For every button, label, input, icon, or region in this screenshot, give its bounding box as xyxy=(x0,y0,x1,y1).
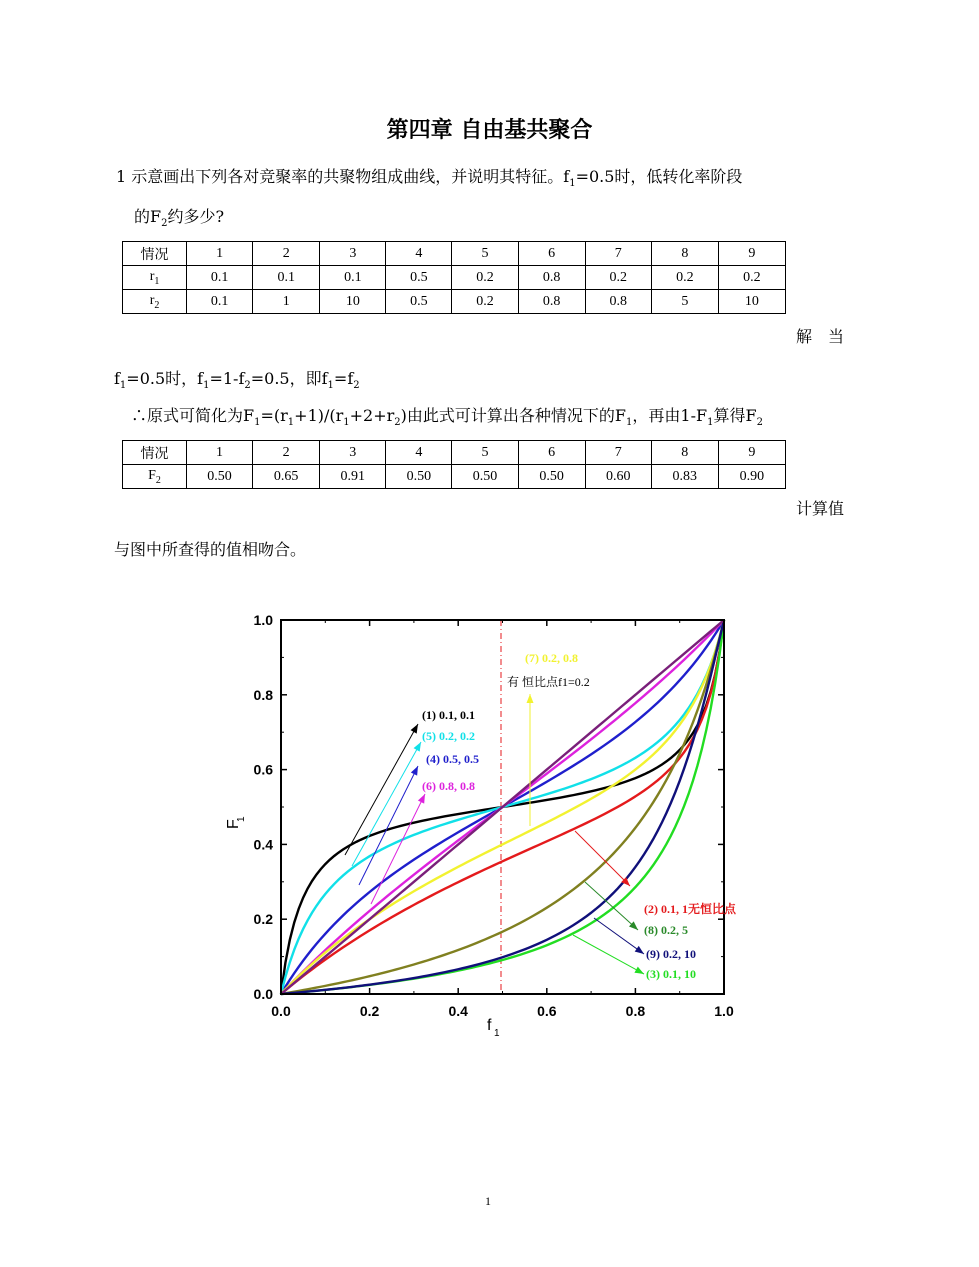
table-cell: 10 xyxy=(718,290,785,314)
annotation-label7: (7) 0.2, 0.8 xyxy=(525,651,578,665)
row-label: 情况 xyxy=(123,441,187,465)
table-cell: 6 xyxy=(518,441,585,465)
answer-line-f: $f_1=0.5$时，$f_1=1-f_2=0.5$，即$f_1=f_2$ xyxy=(114,369,360,392)
table-cell: 0.8 xyxy=(585,290,651,314)
table-cell: 0.5 xyxy=(386,290,452,314)
table-cell: 7 xyxy=(585,242,651,266)
x-tick-label: 0.2 xyxy=(359,1003,380,1019)
y-tick-label: 0.4 xyxy=(253,836,273,853)
table-cell: 3 xyxy=(320,441,386,465)
annotation-arrow-head xyxy=(635,946,644,954)
x-tick-label: 0.4 xyxy=(448,1003,468,1019)
y-tick-label: 0.6 xyxy=(253,761,273,778)
annotation-label8: (8) 0.2, 5 xyxy=(644,923,688,937)
answer-conclusion: 与图中所查得的值相吻合。 xyxy=(114,540,307,559)
annotation-arrow-line xyxy=(573,935,644,974)
table-cell: 1 xyxy=(253,290,320,314)
annotation-arrow-head xyxy=(527,694,534,703)
table-cell: 4 xyxy=(386,242,452,266)
y-tick-label: 1.0 xyxy=(253,612,273,628)
annotation-arrow-head xyxy=(411,766,418,776)
table-cell: 0.50 xyxy=(452,465,518,489)
table-cell: 0.60 xyxy=(585,465,651,489)
f2-table xyxy=(122,440,786,489)
table-cell: 0.50 xyxy=(518,465,585,489)
annotation-arrow-head xyxy=(411,724,418,734)
y-tick-label: 0.0 xyxy=(253,986,273,1002)
table-cell: 0.5 xyxy=(386,266,452,290)
annotation-arrow-head xyxy=(634,967,644,974)
x-tick-label: 1.0 xyxy=(714,1003,734,1019)
table-cell: 1 xyxy=(187,242,253,266)
annotation-arrow-head xyxy=(414,742,421,752)
page-number: 1 xyxy=(485,1194,491,1208)
table-cell: 5 xyxy=(651,290,718,314)
table-cell: 3 xyxy=(320,242,386,266)
table-cell: 8 xyxy=(651,441,718,465)
table-cell: 9 xyxy=(718,242,785,266)
table-cell: 5 xyxy=(452,441,518,465)
table-cell: 7 xyxy=(585,441,651,465)
row-label: $r_1$ xyxy=(123,266,187,290)
annotation-label1: (1) 0.1, 0.1 xyxy=(422,708,475,722)
annotation-arrow-head xyxy=(418,794,425,804)
row-label: 情况 xyxy=(123,242,187,266)
table-row xyxy=(123,290,786,314)
table-row xyxy=(123,266,786,290)
table-cell: 0.8 xyxy=(518,266,585,290)
x-tick-label: 0.8 xyxy=(625,1003,646,1019)
annotation-arrow-line xyxy=(345,724,418,855)
table-cell: 0.2 xyxy=(452,266,518,290)
table-cell: 0.2 xyxy=(651,266,718,290)
y-tick-label: 0.8 xyxy=(253,686,273,703)
y-axis-label: F xyxy=(225,819,242,829)
table-row xyxy=(123,465,786,489)
chapter-title: 第四章 自由基共聚合 xyxy=(386,118,593,143)
annotation-label6: (6) 0.8, 0.8 xyxy=(422,779,475,793)
table-cell: 0.2 xyxy=(452,290,518,314)
table-row xyxy=(123,441,786,465)
copolymer-composition-chart xyxy=(210,600,770,1050)
y-tick-label: 0.2 xyxy=(253,911,273,928)
y-axis-label-sub: 1 xyxy=(236,816,247,822)
annotation-label9: (9) 0.2, 10 xyxy=(646,947,696,961)
table-cell: 0.1 xyxy=(187,266,253,290)
table-cell: 0.83 xyxy=(651,465,718,489)
annotation-label2: (2) 0.1, 1无恒比点 xyxy=(644,902,736,916)
table-cell: 0.50 xyxy=(386,465,452,489)
table-cell: 10 xyxy=(320,290,386,314)
x-tick-label: 0.6 xyxy=(537,1003,557,1019)
table-cell: 9 xyxy=(718,441,785,465)
annotation-arrow-line xyxy=(575,831,630,886)
annotation-arrow-line xyxy=(594,918,644,954)
table-cell: 0.2 xyxy=(585,266,651,290)
question-line-1: 1 示意画出下列各对竞聚率的共聚物组成曲线，并说明其特征。$f_1=0.5$时，低转化率阶段 xyxy=(116,167,743,190)
answer-heading: 解 当 xyxy=(796,327,845,346)
x-axis-label-sub: 1 xyxy=(494,1028,500,1039)
table-cell: 0.1 xyxy=(187,290,253,314)
table-cell: 0.1 xyxy=(253,266,320,290)
row-label: $F_2$ xyxy=(123,465,187,489)
question-line-2: 的$F_2$约多少? xyxy=(134,207,225,230)
annotation-label4: (4) 0.5, 0.5 xyxy=(426,752,479,766)
table-cell: 0.50 xyxy=(186,465,252,489)
table-cell: 4 xyxy=(386,441,452,465)
table-cell: 0.8 xyxy=(518,290,585,314)
table-cell: 2 xyxy=(253,441,320,465)
table-cell: 0.91 xyxy=(320,465,386,489)
table-cell: 1 xyxy=(186,441,252,465)
annotation-note: 有 恒比点f1=0.2 xyxy=(507,675,590,689)
table-cell: 0.2 xyxy=(718,266,785,290)
annotation-label3: (3) 0.1, 10 xyxy=(646,967,696,981)
table-cell: 5 xyxy=(452,242,518,266)
table-cell: 0.1 xyxy=(320,266,386,290)
answer-calc: 计算值 xyxy=(796,499,845,518)
table-cell: 0.65 xyxy=(253,465,320,489)
series-line-10 xyxy=(281,620,724,994)
x-tick-label: 0.0 xyxy=(271,1003,291,1019)
table-cell: 2 xyxy=(253,242,320,266)
table-cell: 6 xyxy=(518,242,585,266)
table-cell: 8 xyxy=(651,242,718,266)
table-cell: 0.90 xyxy=(718,465,785,489)
x-axis-label: f xyxy=(487,1017,492,1034)
row-label: $r_2$ xyxy=(123,290,187,314)
answer-line-equation: ∴原式可简化为$F_1=(r_1+1)/(r_1+2+r_2)$由此式可计算出各种情况下的$F_1$，再由$1-F_1$算得$F_2$ xyxy=(131,406,763,429)
ratio-table xyxy=(122,241,786,314)
annotation-label5: (5) 0.2, 0.2 xyxy=(422,729,475,743)
table-row xyxy=(123,242,786,266)
